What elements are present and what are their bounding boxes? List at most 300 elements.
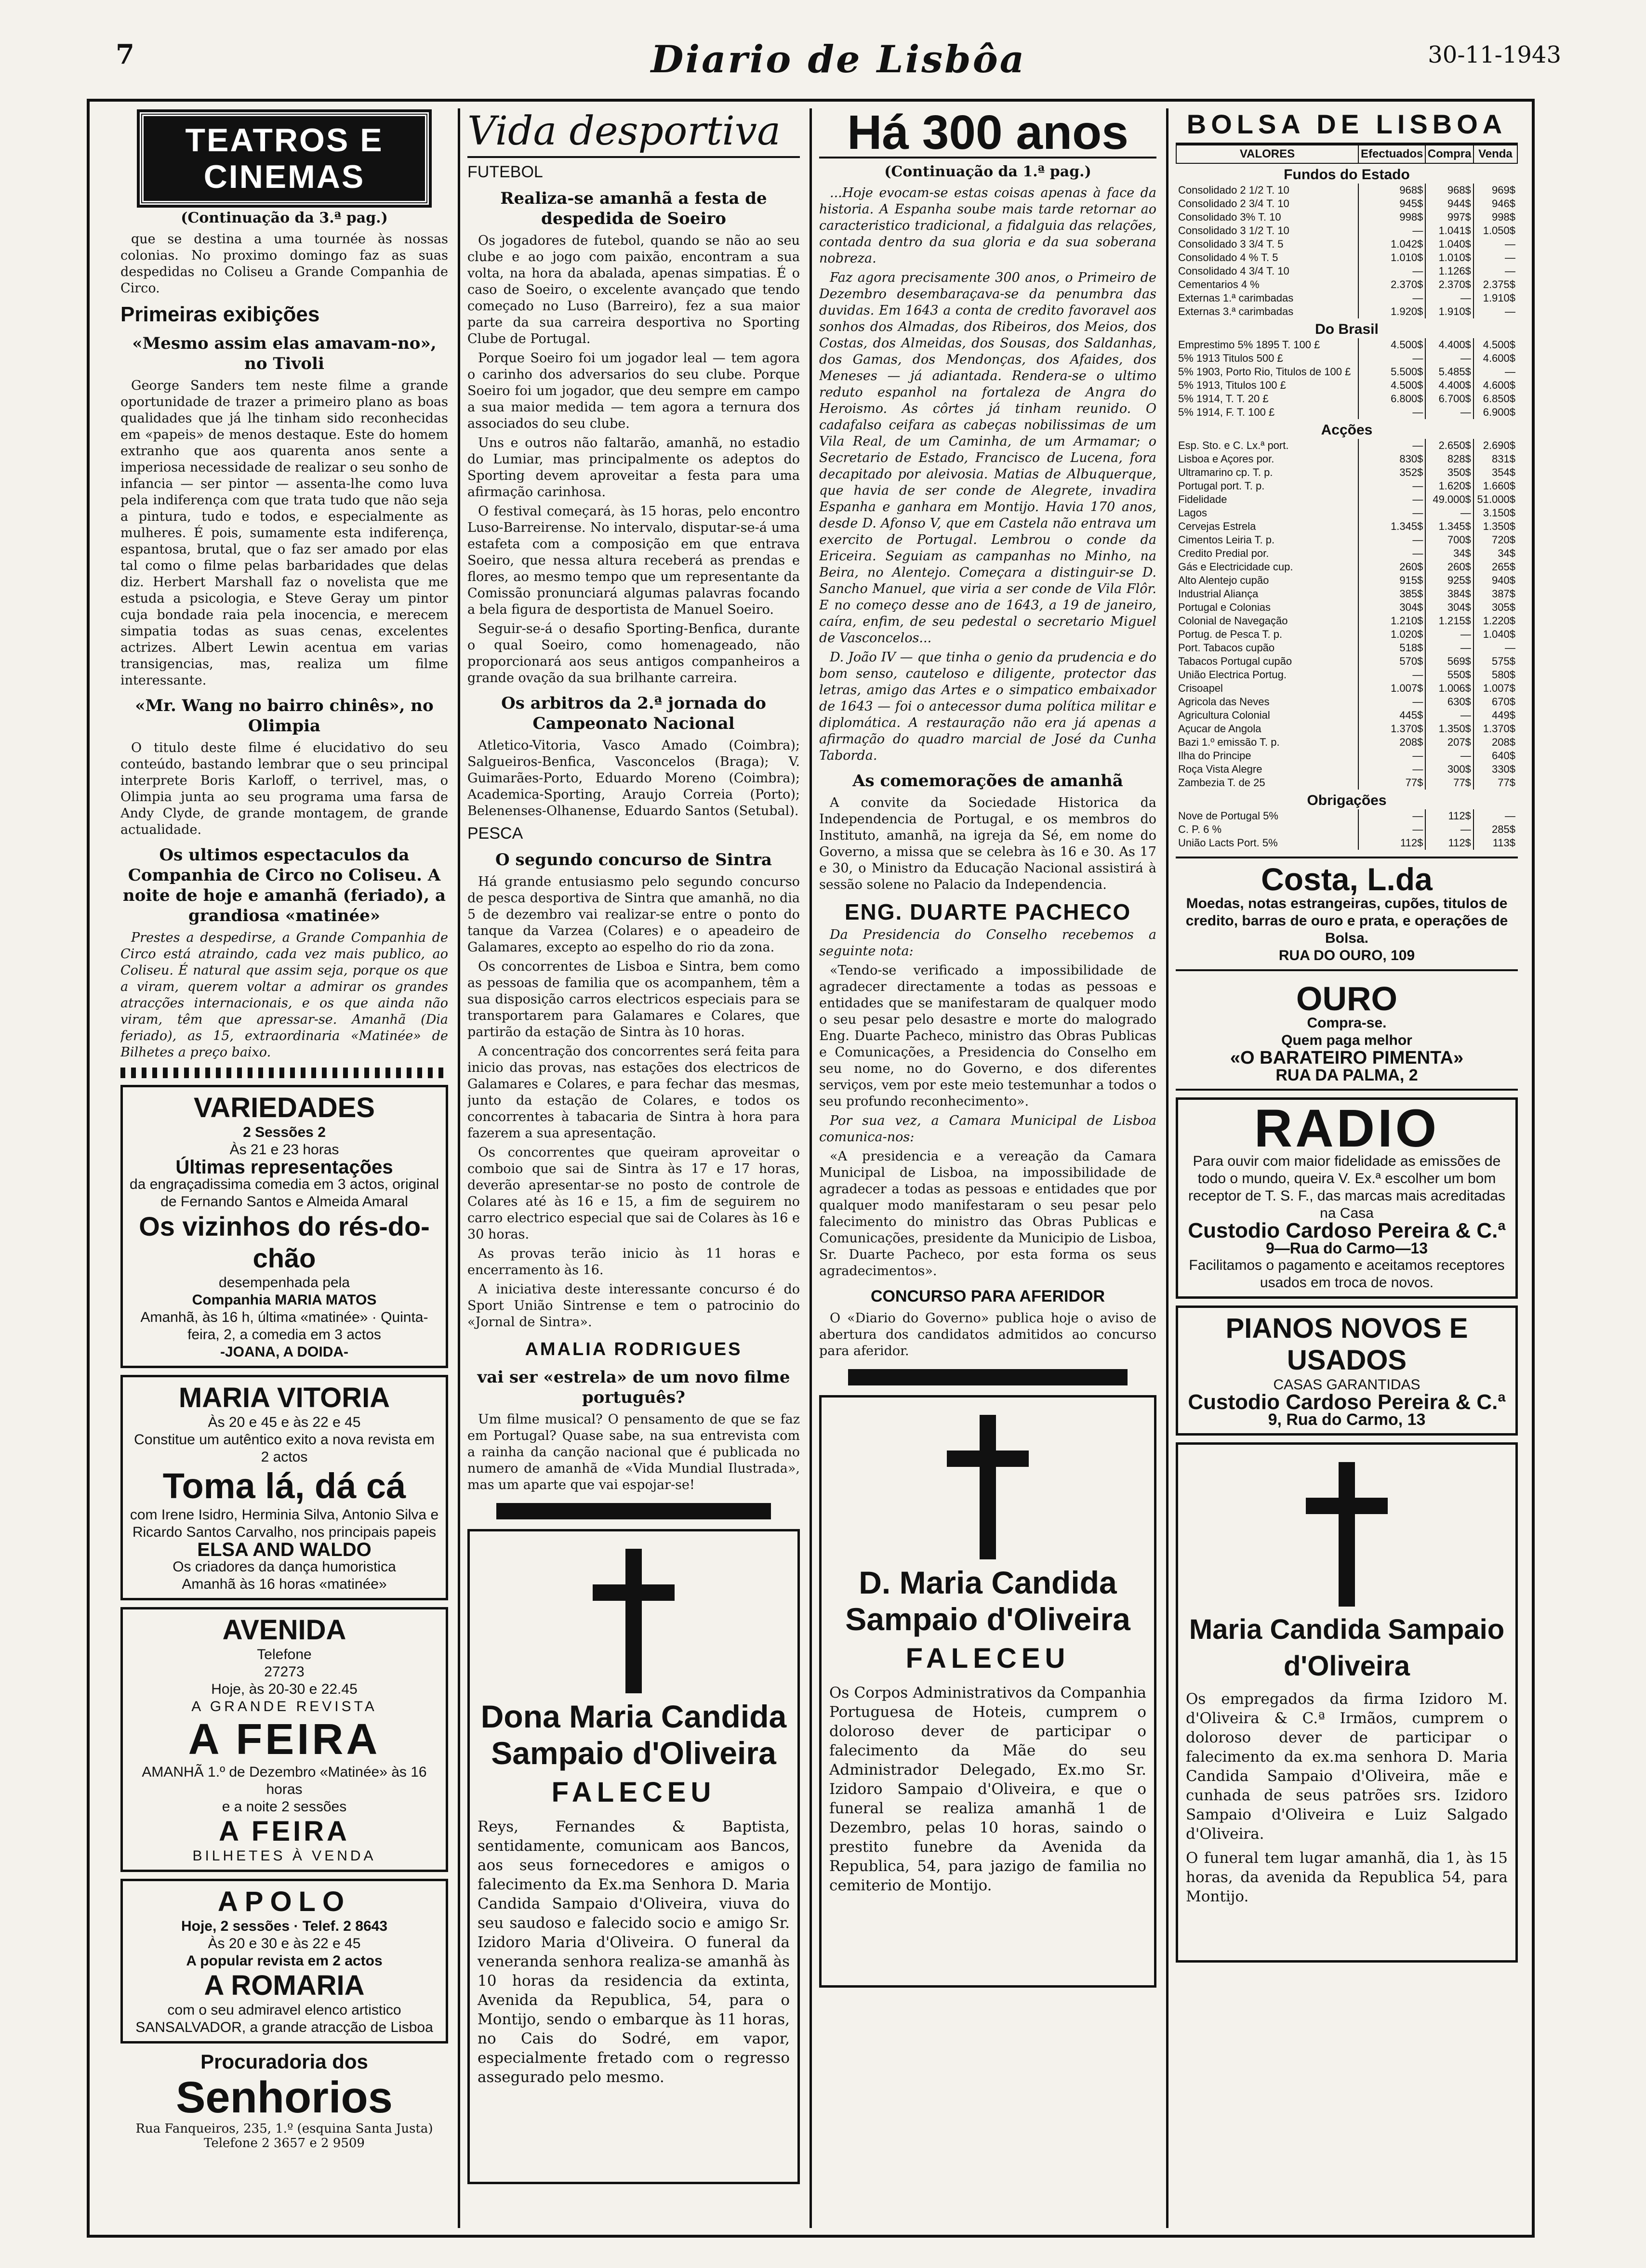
security-name: Consolidado 3 3/4 T. 5 xyxy=(1178,238,1284,250)
price-cell: 260$ xyxy=(1425,560,1473,574)
times: Às 20 e 45 e às 22 e 45 xyxy=(208,1414,361,1430)
table-header xyxy=(1176,145,1517,163)
theatre-name: APOLO xyxy=(217,1886,351,1917)
cast: com Irene Isidro, Herminia Silva, Antonio Silva e Ricardo Santos Carvalho, nos principais papeis xyxy=(130,1507,439,1540)
obit-text: Os empregados da firma Izidoro M. d'Oliveira & C.ª Irmãos, cumprem o doloroso dever de participar o falecimento da ex.ma senhora D. Maria Candida Sampaio d'Oliveira, mãe e cunhada de seus patrões srs. Izidoro Sampaio d'Oliveira e Luiz Salgado d'Oliveira. xyxy=(1186,1690,1508,1843)
price-cell: 208$ xyxy=(1358,736,1425,749)
security-name: Lagos xyxy=(1178,507,1207,519)
price-cell: 830$ xyxy=(1358,452,1425,466)
article-body xyxy=(120,930,448,1061)
ad-big: RADIO xyxy=(1254,1099,1440,1158)
security-name: Consolidado 2 3/4 T. 10 xyxy=(1178,198,1289,210)
price-cell: 2.370$ xyxy=(1425,278,1473,291)
ad-address: 9, Rua do Carmo, 13 xyxy=(1268,1411,1426,1429)
price-cell: 77$ xyxy=(1473,776,1517,790)
price-cell: 1.220$ xyxy=(1473,614,1517,628)
stock-table xyxy=(1176,145,1518,850)
price-cell: 112$ xyxy=(1425,836,1473,850)
show-title-2: A FEIRA xyxy=(219,1816,350,1847)
headline: As comemorações de amanhã xyxy=(852,771,1123,791)
price-cell: 4.400$ xyxy=(1425,338,1473,352)
price-cell: 831$ xyxy=(1473,452,1517,466)
paragraph: Da Presidencia do Conselho recebemos a seguinte nota: xyxy=(819,927,1156,959)
table-row xyxy=(1176,776,1517,790)
security-name: Crisoapel xyxy=(1178,682,1223,694)
price-cell: 4.600$ xyxy=(1473,352,1517,365)
table-row xyxy=(1176,379,1517,392)
security-name: Colonial de Navegação xyxy=(1178,615,1288,627)
obit-funeral: O funeral tem lugar amanhã, dia 1, às 15 horas, da avenida da Republica 54, para Montijo. xyxy=(1186,1849,1508,1905)
paragraph: Há grande entusiasmo pelo segundo concurso de pesca desportiva de Sintra que amanhã, no dia 5 de dezembro vai realizar-se entre o ponto do tanque da Varzea (Colares) e o apeadeiro de Galamares, excepto ao espelho do rio da zona. xyxy=(467,874,800,955)
obit-faleceu: FALECEU xyxy=(551,1777,716,1808)
show-title: Toma lá, dá cá xyxy=(162,1466,406,1506)
obit-text: Os Corpos Administrativos da Companhia Portuguesa de Hoteis, cumprem o doloroso dever de participar o falecimento da Mãe do seu Administrador Delegado, Ex.mo Sr. Izidoro Sampaio d'Oliveira, e que o funeral se realiza amanhã 1 de Dezembro, pelas 10 horas, saindo o prestito funebre da Avenida da Republica, 54, para jazigo de familia no cemiterio de Montijo. xyxy=(829,1684,1146,1894)
security-name: C. P. 6 % xyxy=(1178,823,1222,835)
security-name: Consolidado 2 1/2 T. 10 xyxy=(1178,184,1289,196)
price-cell: 1.920$ xyxy=(1358,305,1425,318)
ad-shop: «O BARATEIRO PIMENTA» xyxy=(1230,1048,1464,1068)
ad-radio xyxy=(1176,1097,1518,1299)
headline: Os arbitros da 2.ª jornada do Campeonato Nacional xyxy=(501,694,766,733)
price-cell: 1.042$ xyxy=(1358,237,1425,251)
next-show: -JOANA, A DOIDA- xyxy=(220,1344,349,1360)
price-cell: 2.370$ xyxy=(1358,278,1425,291)
today: Hoje, 2 sessões · Telef. 2 8643 xyxy=(181,1918,387,1934)
price-cell: — xyxy=(1358,695,1425,709)
price-cell: 4.600$ xyxy=(1473,379,1517,392)
obit-text: Reys, Fernandes & Baptista, sentidamente, comunicam aos Bancos, aos seus fornecedores e amigos o falecimento da Ex.ma Senhora D. Maria Candida Sampaio d'Oliveira, viuva do seu saudoso e falecido socio e amigo Sr. Izidoro Maria d'Oliveira. O funeral da veneranda senhora realiza-se amanhã às 10 horas da residencia da extinta, Avenida da Republica, 54, para o Montijo, sendo o embarque às 11 horas, no Cais do Sodré, em vapor, especialmente fretado com o regresso assegurado pelo mesmo. xyxy=(478,1818,790,2086)
table-row xyxy=(1176,506,1517,520)
table-row xyxy=(1176,479,1517,493)
price-cell: 1.126$ xyxy=(1425,264,1473,278)
security-name: Consolidado 4 % T. 5 xyxy=(1178,251,1278,264)
price-cell: — xyxy=(1358,224,1425,237)
price-cell: — xyxy=(1358,533,1425,547)
price-cell: 630$ xyxy=(1425,695,1473,709)
price-cell: 1.040$ xyxy=(1425,237,1473,251)
col-header: VALORES xyxy=(1176,145,1358,163)
obit-name: Maria Candida Sampaio d'Oliveira xyxy=(1189,1614,1505,1682)
price-cell: 945$ xyxy=(1358,197,1425,211)
table-group-row xyxy=(1176,163,1517,184)
price-cell: 5.485$ xyxy=(1425,365,1473,379)
headline: Realiza-se amanhã a festa de despedida de Soeiro xyxy=(500,189,767,228)
security-name: Cimentos Leiria T. p. xyxy=(1178,534,1275,546)
price-cell: 49.000$ xyxy=(1425,493,1473,506)
night: e a noite 2 sessões xyxy=(222,1799,347,1815)
table-row xyxy=(1176,668,1517,682)
table-row xyxy=(1176,305,1517,318)
security-name: Agricola das Neves xyxy=(1178,696,1270,708)
stars-note: Os criadores da dança humoristica xyxy=(173,1559,396,1575)
price-cell: — xyxy=(1358,763,1425,776)
price-cell: 1.620$ xyxy=(1425,479,1473,493)
price-cell: 1.350$ xyxy=(1473,520,1517,533)
table-row xyxy=(1176,278,1517,291)
phone: 27273 xyxy=(264,1664,305,1680)
paragraph: Uns e outros não faltarão, amanhã, no estadio do Lumiar, mas principalmente os adeptos do Sporting devem aproveitar a festa para uma afirmação carinhosa. xyxy=(467,435,800,500)
table-row xyxy=(1176,722,1517,736)
price-cell: 700$ xyxy=(1425,533,1473,547)
price-cell: — xyxy=(1473,365,1517,379)
security-name: Nove de Portugal 5% xyxy=(1178,810,1278,822)
security-name: 5% 1913, Titulos 100 £ xyxy=(1178,379,1286,391)
description: A popular revista em 2 actos xyxy=(186,1953,383,1969)
price-cell: 575$ xyxy=(1473,655,1517,668)
ad-avenida xyxy=(120,1607,448,1872)
times: Às 20 e 30 e às 22 e 45 xyxy=(208,1936,361,1952)
price-cell: — xyxy=(1358,493,1425,506)
price-cell: 4.400$ xyxy=(1425,379,1473,392)
article-body xyxy=(467,1411,800,1493)
price-cell: 1.041$ xyxy=(1425,224,1473,237)
ad-address: RUA DO OURO, 109 xyxy=(1278,948,1415,963)
ad-variedades xyxy=(120,1085,448,1368)
security-name: Cementarios 4 % xyxy=(1178,278,1260,290)
table-row xyxy=(1176,352,1517,365)
obituary-hoteis xyxy=(819,1395,1156,1988)
security-name: Agricultura Colonial xyxy=(1178,709,1270,721)
col-header: Efectuados xyxy=(1358,145,1425,163)
show-title: Os vizinhos do rés-do-chão xyxy=(139,1211,430,1273)
price-cell: 352$ xyxy=(1358,466,1425,479)
ad-terms: Facilitamos o pagamento e aceitamos receptores usados em troca de novos. xyxy=(1189,1257,1505,1291)
ad-firm: Custodio Cardoso Pereira & C.ª xyxy=(1188,1390,1506,1414)
security-name: 5% 1914, T. T. 20 £ xyxy=(1178,393,1269,405)
ad-phone: Telefone 2 3657 e 2 9509 xyxy=(204,2136,365,2150)
article-body xyxy=(819,1310,1156,1359)
security-name: Ilha do Principe xyxy=(1178,750,1251,762)
price-cell: 51.000$ xyxy=(1473,493,1517,506)
price-cell: 300$ xyxy=(1425,763,1473,776)
security-name: 5% 1914, F. T. 100 £ xyxy=(1178,406,1275,418)
table-row xyxy=(1176,291,1517,305)
table-row xyxy=(1176,197,1517,211)
article-body xyxy=(467,874,800,1331)
price-cell: — xyxy=(1358,439,1425,452)
price-cell: 670$ xyxy=(1473,695,1517,709)
ad-desc: Para ouvir com maior fidelidade as emissões de todo o mundo, queira V. Ex.ª escolher um bom receptor de T. S. F., das marcas mais acreditadas na Casa xyxy=(1188,1153,1506,1221)
section-header-history: Há 300 anos xyxy=(819,108,1156,158)
price-cell: 570$ xyxy=(1358,655,1425,668)
obituary-izidoro xyxy=(1176,1442,1518,1963)
column-history xyxy=(819,108,1156,2228)
price-cell: 6.700$ xyxy=(1425,392,1473,406)
obit-name: Dona Maria Candida Sampaio d'Oliveira xyxy=(480,1699,787,1771)
paragraph: George Sanders tem neste filme a grande oportunidade de trazer a primeiro plano as boas qualidades que já lhe tinham sido reconhecidas em «papeis» de menos destaque. Este do homem extranho que aos quarenta anos sente a imperiosa necessidade de realizar o seu sonho de infancia — ser pintor — assenta-lhe como luva pela indiferença com que trata tudo que não seja a pintura, tudo e todos, e especialmente as mulheres. É pois, sumamente esta indiferença, espantosa, brutal, que o faz ser amado por elas tal como o filme pelas barbaridades que delas diz. Herbert Marshall faz o novelista que me estuda a psicologia, e Steve Geray um pintor cuja bondade raia pela inocencia, e merecem simpatia todas as suas cenas, excelentes actrizes. Albert Lewin acentua em varias transigencias, mas, realiza um filme interessante. xyxy=(120,378,448,688)
price-cell: 1.007$ xyxy=(1473,682,1517,695)
price-cell: 6.900$ xyxy=(1473,406,1517,419)
matinee: AMANHÃ 1.º de Dezembro «Matinée» às 16 horas xyxy=(142,1764,427,1797)
security-name: Portugal port. T. p. xyxy=(1178,480,1265,492)
price-cell: 946$ xyxy=(1473,197,1517,211)
ad-maria-vitoria xyxy=(120,1375,448,1600)
price-cell: — xyxy=(1358,506,1425,520)
paragraph: que se destina a uma tournée às nossas colonias. No proximo domingo faz as suas despedidas no Coliseu a Grande Companhia de Circo. xyxy=(120,232,448,296)
price-cell: — xyxy=(1473,237,1517,251)
price-cell: 1.910$ xyxy=(1473,291,1517,305)
price-cell: 997$ xyxy=(1425,211,1473,224)
table-row xyxy=(1176,763,1517,776)
price-cell: — xyxy=(1358,809,1425,823)
price-cell: 925$ xyxy=(1425,574,1473,587)
security-name: Roça Vista Alegre xyxy=(1178,763,1262,775)
price-cell: 640$ xyxy=(1473,749,1517,763)
price-cell: 998$ xyxy=(1358,211,1425,224)
price-cell: 969$ xyxy=(1473,184,1517,197)
price-cell: 384$ xyxy=(1425,587,1473,601)
price-cell: — xyxy=(1358,668,1425,682)
table-row xyxy=(1176,452,1517,466)
ad-firm: Custodio Cardoso Pereira & C.ª xyxy=(1188,1219,1506,1242)
price-cell: 4.500$ xyxy=(1358,338,1425,352)
table-row xyxy=(1176,628,1517,641)
ad-ouro xyxy=(1176,978,1518,1091)
group-name: Obrigações xyxy=(1307,792,1387,808)
price-cell: — xyxy=(1473,264,1517,278)
table-row xyxy=(1176,736,1517,749)
security-name: União Electrica Portug. xyxy=(1178,669,1287,681)
table-row xyxy=(1176,560,1517,574)
price-cell: 1.660$ xyxy=(1473,479,1517,493)
ad-guarantee: CASAS GARANTIDAS xyxy=(1273,1377,1420,1393)
ad-address: Rua Fanqueiros, 235, 1.º (esquina Santa Justa) xyxy=(135,2122,433,2136)
ad-title: PIANOS NOVOS E USADOS xyxy=(1225,1313,1468,1376)
table-row xyxy=(1176,211,1517,224)
cross-icon xyxy=(593,1549,675,1693)
article-body xyxy=(120,231,448,297)
paragraph: O titulo deste filme é elucidativo do seu conteúdo, bastando lembrar que o seu principal interprete Boris Karloff, o terrivel, mas, o Olimpia junta ao seu programa uma farsa de Andy Clyde, de grande montagem, de grande actualidade. xyxy=(120,740,448,837)
security-name: Esp. Sto. e C. Lx.ª port. xyxy=(1178,439,1289,451)
column-bolsa xyxy=(1176,108,1518,2228)
kind: A GRANDE REVISTA xyxy=(191,1699,377,1714)
subsection-football: FUTEBOL xyxy=(467,163,543,181)
headline: Últimas representações xyxy=(175,1157,393,1178)
price-cell: — xyxy=(1473,251,1517,264)
price-cell: 304$ xyxy=(1358,601,1425,614)
price-cell: 1.350$ xyxy=(1425,722,1473,736)
ad-address: RUA DA PALMA, 2 xyxy=(1275,1066,1418,1084)
price-cell: 998$ xyxy=(1473,211,1517,224)
description: Constitue um autêntico exito a nova revista em 2 actos xyxy=(134,1432,435,1465)
price-cell: — xyxy=(1358,479,1425,493)
theatre-name: VARIEDADES xyxy=(194,1092,375,1123)
price-cell: 1.370$ xyxy=(1358,722,1425,736)
price-cell: 77$ xyxy=(1425,776,1473,790)
obituary-reys xyxy=(467,1529,800,2184)
price-cell: 77$ xyxy=(1358,776,1425,790)
table-row xyxy=(1176,574,1517,587)
price-cell: 1.050$ xyxy=(1473,224,1517,237)
price-cell: 1.010$ xyxy=(1425,251,1473,264)
ad-procuradoria xyxy=(120,2050,448,2150)
phone-label: Telefone xyxy=(257,1647,312,1662)
ad-apolo xyxy=(120,1879,448,2044)
table-row xyxy=(1176,237,1517,251)
times: Às 21 e 23 horas xyxy=(229,1142,339,1158)
table-row xyxy=(1176,392,1517,406)
price-cell: 260$ xyxy=(1358,560,1425,574)
price-cell: 330$ xyxy=(1473,763,1517,776)
price-cell: — xyxy=(1425,352,1473,365)
price-cell: 305$ xyxy=(1473,601,1517,614)
price-cell: 207$ xyxy=(1425,736,1473,749)
ad-address: 9—Rua do Carmo—13 xyxy=(1265,1239,1428,1257)
note: Amanhã, às 16 h, última «matinée» · Quinta-feira, 2, a comedia em 3 actos xyxy=(140,1309,428,1343)
theatre-name: AVENIDA xyxy=(222,1614,346,1646)
price-cell: 387$ xyxy=(1473,587,1517,601)
security-name: Gás e Electricidade cup. xyxy=(1178,561,1293,573)
table-row xyxy=(1176,520,1517,533)
security-name: Bazi 1.º emissão T. p. xyxy=(1178,736,1280,748)
price-cell: 1.370$ xyxy=(1473,722,1517,736)
group-name: Fundos do Estado xyxy=(1284,167,1410,183)
ad-big: OURO xyxy=(1296,980,1397,1017)
article-body xyxy=(819,795,1156,893)
price-cell: 449$ xyxy=(1473,709,1517,722)
film-title: «Mesmo assim elas amavam-no», no Tivoli xyxy=(132,334,437,373)
price-cell: 580$ xyxy=(1473,668,1517,682)
price-cell: — xyxy=(1358,291,1425,305)
security-name: Externas 1.ª carimbadas xyxy=(1178,292,1294,304)
paragraph: Por sua vez, a Camara Municipal de Lisboa comunica-nos: xyxy=(819,1113,1156,1145)
paragraph: Um filme musical? O pensamento de que se faz em Portugal? Quase sabe, na sua entrevista com a rainha da canção nacional que é publicada no numero de amanhã de «Vida Mundial Ilustrada», mas um aparte que vai espojar-se! xyxy=(467,1412,800,1492)
column-rule xyxy=(810,108,812,2228)
times: Hoje, às 20-30 e 22.45 xyxy=(211,1681,358,1697)
paragraph: A convite da Sociedade Historica da Independencia de Portugal, e os membros do Instituto, amanhã, na igreja da Sé, em nome do Governo, a missa que se celebra às 16 e 30. As 17 e 30, o Ministro da Educação Nacional assistirá à sessão solene no Palacio da Independencia. xyxy=(819,795,1156,892)
ad-firm: Costa, L.da xyxy=(1261,861,1433,897)
headline-pacheco: ENG. DUARTE PACHECO xyxy=(844,899,1131,924)
subsection-fishing: PESCA xyxy=(467,824,523,843)
price-cell: 445$ xyxy=(1358,709,1425,722)
ad-pianos xyxy=(1176,1305,1518,1436)
show-title: A ROMARIA xyxy=(204,1970,365,2001)
price-cell: 1.007$ xyxy=(1358,682,1425,695)
table-row xyxy=(1176,641,1517,655)
table-group-row xyxy=(1176,790,1517,809)
security-name: Emprestimo 5% 1895 T. 100 £ xyxy=(1178,339,1320,351)
security-name: Tabacos Portugal cupão xyxy=(1178,655,1292,667)
table-row xyxy=(1176,695,1517,709)
article-body xyxy=(120,378,448,689)
divider-bar xyxy=(848,1369,1128,1385)
stock-table-body xyxy=(1176,163,1517,850)
security-name: Alto Alentejo cupão xyxy=(1178,574,1269,586)
table-group-row xyxy=(1176,318,1517,338)
paragraph: Seguir-se-á o desafio Sporting-Benfica, durante o qual Soeiro, como homenageado, não proporcionará aos seus antigos companheiros a grande ovação da sua brilhante carreira. xyxy=(467,621,800,686)
continuation-note: (Continuação da 1.ª pag.) xyxy=(884,163,1091,180)
security-name: Portugal e Colonias xyxy=(1178,601,1271,613)
table-row xyxy=(1176,264,1517,278)
group-name: Acções xyxy=(1321,422,1373,438)
security-name: União Lacts Port. 5% xyxy=(1178,837,1278,849)
price-cell: 2.690$ xyxy=(1473,439,1517,452)
divider xyxy=(120,1068,448,1078)
price-cell: 34$ xyxy=(1425,547,1473,560)
price-cell: 1.210$ xyxy=(1358,614,1425,628)
price-cell: 5.500$ xyxy=(1358,365,1425,379)
section-header-bolsa: BOLSA DE LISBOA xyxy=(1176,108,1518,145)
table-row xyxy=(1176,709,1517,722)
price-cell: 1.910$ xyxy=(1425,305,1473,318)
table-row xyxy=(1176,614,1517,628)
section-header-theatres: TEATROS E CINEMAS xyxy=(140,112,429,205)
security-name: Lisboa e Açores por. xyxy=(1178,453,1274,465)
table-row xyxy=(1176,338,1517,352)
price-cell: 1.040$ xyxy=(1473,628,1517,641)
price-cell: 1.345$ xyxy=(1358,520,1425,533)
masthead xyxy=(116,29,1561,106)
table-row xyxy=(1176,439,1517,452)
company-pre: desempenhada pela xyxy=(219,1275,350,1291)
paragraph: As provas terão inicio às 11 horas e encerramento às 16. xyxy=(467,1246,800,1278)
table-group-row xyxy=(1176,419,1517,439)
matinee: Amanhã às 16 horas «matinée» xyxy=(182,1576,387,1592)
theatre-name: MARIA VITORIA xyxy=(178,1382,390,1413)
price-cell: 34$ xyxy=(1473,547,1517,560)
price-cell: 385$ xyxy=(1358,587,1425,601)
price-cell: — xyxy=(1425,406,1473,419)
price-cell: 1.010$ xyxy=(1358,251,1425,264)
price-cell: 354$ xyxy=(1473,466,1517,479)
table-row xyxy=(1176,466,1517,479)
table-row xyxy=(1176,809,1517,823)
price-cell: — xyxy=(1358,547,1425,560)
headline-amalia: AMALIA RODRIGUES xyxy=(525,1339,743,1359)
table-row xyxy=(1176,406,1517,419)
issue-date: 30-11-1943 xyxy=(1428,41,1561,68)
tickets: BILHETES À VENDA xyxy=(192,1848,376,1864)
price-cell: — xyxy=(1473,641,1517,655)
sessions: 2 Sessões 2 xyxy=(243,1124,326,1140)
column-sports xyxy=(467,108,800,2228)
group-name: Do Brasil xyxy=(1315,321,1379,337)
ad-desc: Moedas, notas estrangeiras, cupões, titulos de credito, barras de ouro e prata, e operações de Bolsa. xyxy=(1185,896,1508,946)
section-header-sports: Vida desportiva xyxy=(467,108,800,158)
ad-title: Procuradoria dos xyxy=(200,2050,368,2073)
security-name: Consolidado 3% T. 10 xyxy=(1178,211,1281,223)
security-name: 5% 1913 Titulos 500 £ xyxy=(1178,352,1283,364)
price-cell: 3.150$ xyxy=(1473,506,1517,520)
price-cell: 6.850$ xyxy=(1473,392,1517,406)
security-name: Port. Tabacos cupão xyxy=(1178,642,1275,654)
security-name: Consolidado 3 1/2 T. 10 xyxy=(1178,224,1289,237)
film-title: «Mr. Wang no bairro chinês», no Olimpia xyxy=(135,696,434,736)
paragraph: «Tendo-se verificado a impossibilidade de agradecer directamente a todas as pessoas e entidades que se manifestaram de qualquer modo o seu pesar pelo desastre e morte do malogrado Eng. Duarte Pacheco, ministro das Obras Publicas e Comunicações, a Presidencia do Conselho em seu nome, no do Governo, e dos diferentes serviços, vem por este meio testemunhar a todos o seu profundo reconhecimento». xyxy=(819,963,1156,1109)
price-cell: 350$ xyxy=(1425,466,1473,479)
security-name: Industrial Aliança xyxy=(1178,588,1259,600)
security-name: Credito Predial por. xyxy=(1178,547,1269,559)
price-cell: 1.020$ xyxy=(1358,628,1425,641)
column-theatres xyxy=(120,108,448,2228)
stars: ELSA AND WALDO xyxy=(197,1539,372,1560)
table-row xyxy=(1176,493,1517,506)
price-cell: 915$ xyxy=(1358,574,1425,587)
table-row xyxy=(1176,533,1517,547)
price-cell: 569$ xyxy=(1425,655,1473,668)
security-name: Zambezia T. de 25 xyxy=(1178,777,1265,789)
price-cell: 2.650$ xyxy=(1425,439,1473,452)
description: da engraçadissima comedia em 3 actos, original de Fernando Santos e Almeida Amaral xyxy=(130,1176,439,1210)
price-cell: 1.215$ xyxy=(1425,614,1473,628)
paragraph: A concentração dos concorrentes será feita para inicio das provas, nas estações dos electricos de Galamares e Colares, e para fechar das mesmas, junto da estação de Colares, e todos os concorrentes à tabacaria de Sintra à hora para fazerem a sua apresentação. xyxy=(467,1044,800,1141)
col-header: Venda xyxy=(1473,145,1517,163)
paragraph: Os concorrentes que queiram aproveitar o comboio que sai de Sintra às 17 e 17 horas, deverão apresentar-se no posto de controle de Colares até às 16 e 15, a fim de seguirem no carro electrico especial que sai de Colares às 16 e 30 horas. xyxy=(467,1145,800,1242)
price-cell: — xyxy=(1425,506,1473,520)
security-name: Consolidado 4 3/4 T. 10 xyxy=(1178,265,1289,277)
show-title: A FEIRA xyxy=(188,1715,381,1764)
table-row xyxy=(1176,682,1517,695)
